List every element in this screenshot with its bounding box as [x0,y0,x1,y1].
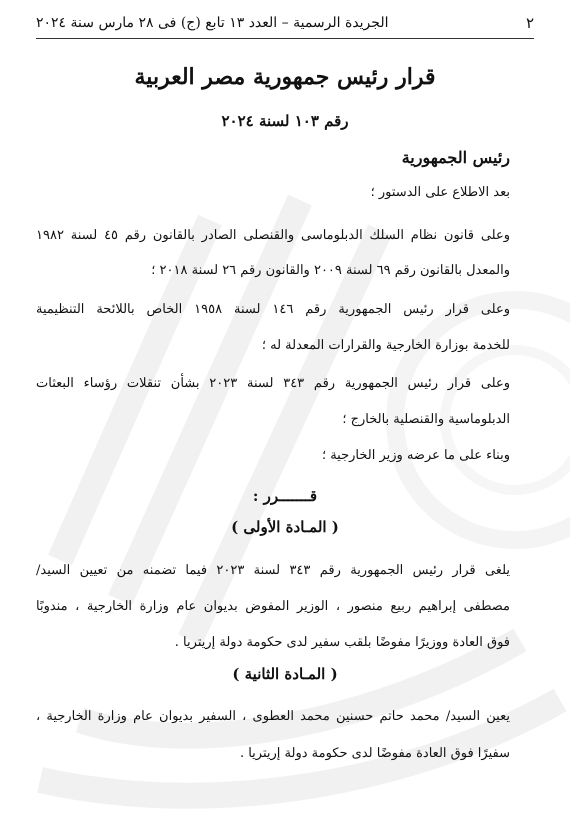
preamble-line: للخدمة بوزارة الخارجية والقرارات المعدلة له ؛ [261,338,510,353]
preamble-line: بعد الاطلاع على الدستور ؛ [370,185,510,200]
article-1-line: فوق العادة ووزيرًا مفوضًا بلقب سفير لدى حكومة دولة إريتريا . [174,635,510,650]
article-2-line: سفيرًا فوق العادة مفوضًا لدى حكومة دولة إريتريا . [239,746,510,761]
preamble-line: وعلى قانون نظام السلك الدبلوماسى والقنصلى الصادر بالقانون رقم ٤٥ لسنة ١٩٨٢ [36,228,510,243]
article-1-line: يلغى قرار رئيس الجمهورية رقم ٣٤٣ لسنة ٢٠٢٣ فيما تضمنه من تعيين السيد/ [36,563,510,578]
decides-heading: قـــــــرر : [252,487,318,505]
preamble-line: الدبلوماسية والقنصلية بالخارج ؛ [342,412,510,427]
president-heading: رئيس الجمهورية [401,148,510,167]
preamble-line: والمعدل بالقانون رقم ٦٩ لسنة ٢٠٠٩ والقانون رقم ٢٦ لسنة ٢٠١٨ ؛ [151,263,510,278]
publication-line: الجريدة الرسمية – العدد ١٣ تابع (ج) فى ٢٨ مارس سنة ٢٠٢٤ [36,15,389,31]
article-2-line: يعين السيد/ محمد حاتم حسنين محمد العطوى ، السفير بديوان عام وزارة الخارجية ، [36,709,510,724]
page-header [36,8,534,39]
page-number: ٢ [525,14,534,32]
article-2-heading: ( المـادة الثانية ) [232,665,338,683]
preamble-line: وبناء على ما عرضه وزير الخارجية ؛ [321,448,510,463]
preamble-line: وعلى قرار رئيس الجمهورية رقم ٣٤٣ لسنة ٢٠٢٣ بشأن تنقلات رؤساء البعثات [36,376,511,391]
article-1-heading: ( المـادة الأولى ) [231,518,339,536]
article-1-line: مصطفى إبراهيم ربيع منصور ، الوزير المفوض بديوان عام وزارة الخارجية ، مندوبًا [36,599,510,614]
decree-number: رقم ١٠٣ لسنة ٢٠٢٤ [221,112,349,130]
watermark-stroke [190,230,380,640]
preamble-line: وعلى قرار رئيس الجمهورية رقم ١٤٦ لسنة ١٩٥٨ الخاص باللائحة التنظيمية [36,302,511,317]
watermark-stroke [120,200,300,600]
decree-title: قرار رئيس جمهورية مصر العربية [134,64,436,90]
